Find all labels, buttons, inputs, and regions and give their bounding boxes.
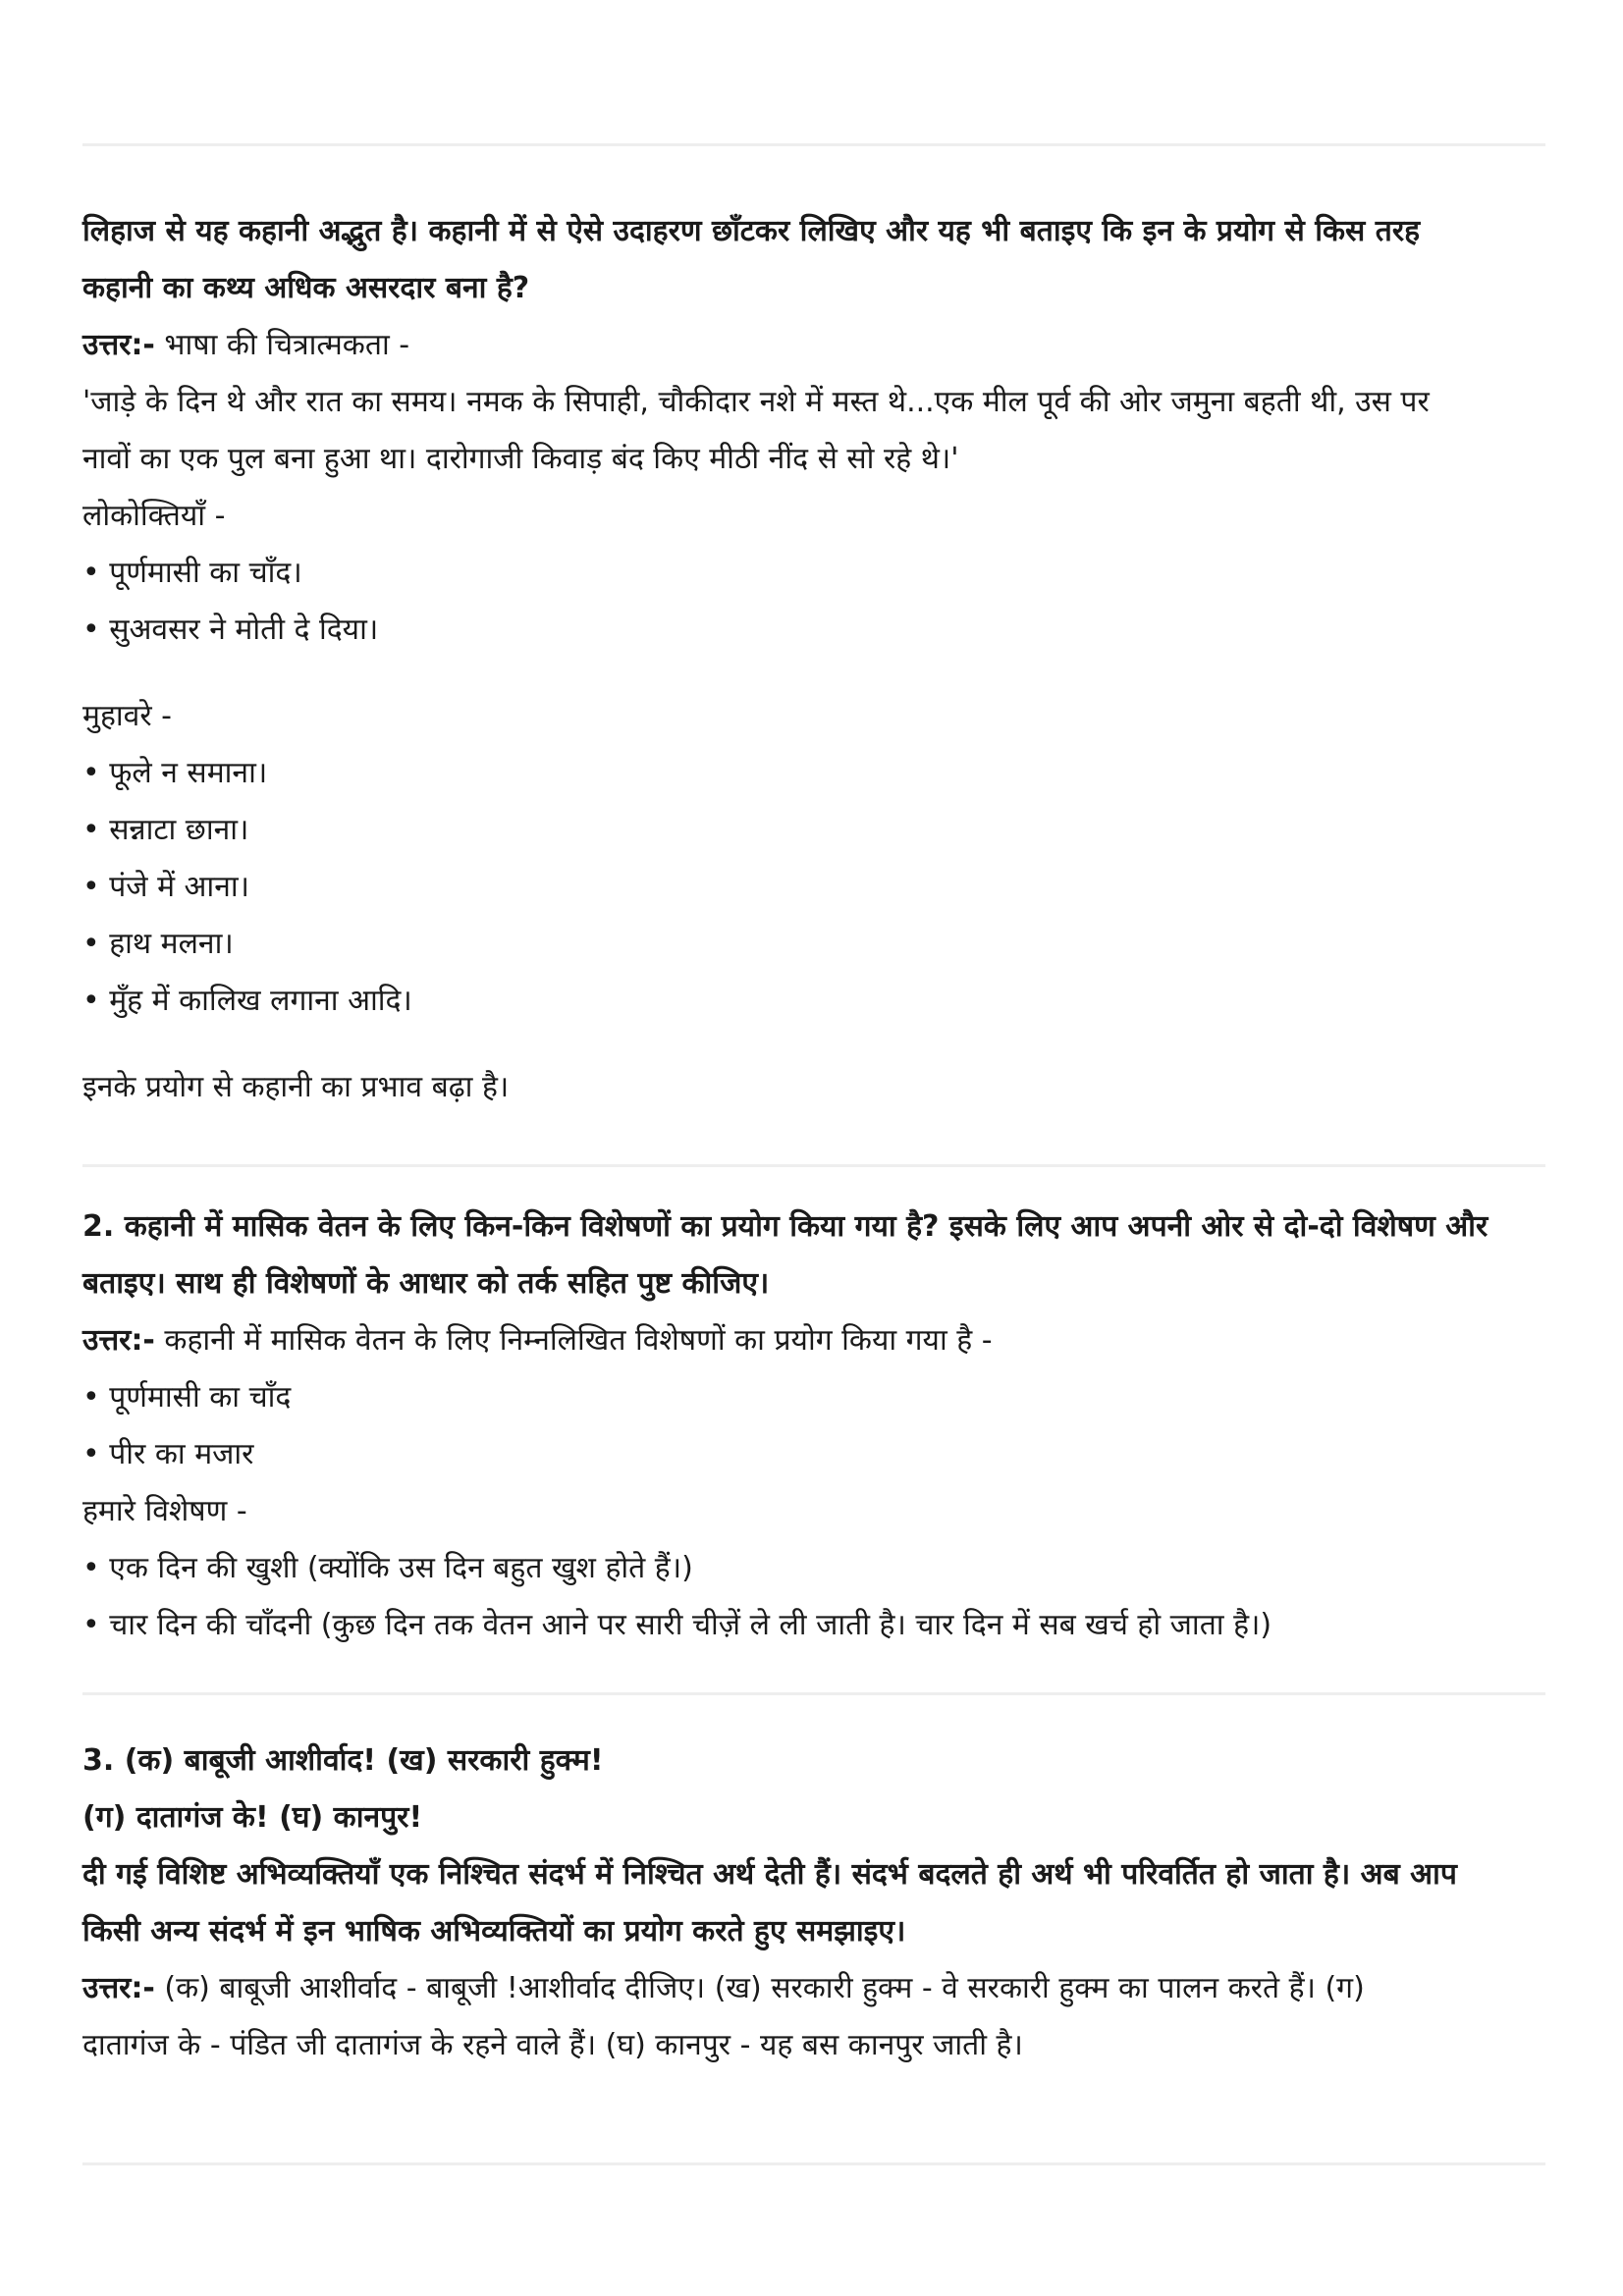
idiom-item: • पंजे में आना।	[82, 870, 249, 904]
conclusion: इनके प्रयोग से कहानी का प्रभाव बढ़ा है।	[82, 1070, 510, 1104]
divider-top	[82, 143, 1545, 146]
document-page	[82, 0, 1545, 2296]
idiom-item: • हाथ मलना।	[82, 927, 234, 961]
answer-1-intro	[82, 317, 1545, 374]
divider-bottom	[82, 2163, 1545, 2165]
our-adjectives-heading: हमारे विशेषण -	[82, 1494, 247, 1528]
question-1-line-2: कहानी का कथ्य अधिक असरदार बना है?	[82, 271, 530, 305]
idiom-item: • फूले न समाना।	[82, 756, 268, 790]
question-2-line-2: बताइए। साथ ही विशेषणों के आधार को तर्क सहित पुष्ट कीजिए।	[82, 1266, 770, 1301]
quote-line-1: 'जाड़े के दिन थे और रात का समय। नमक के सिपाही, चौकीदार नशे में मस्त थे...एक मील पूर्व की ओर जमुना बहती थी, उस पर	[82, 385, 1430, 419]
answer-1-intro-text: भाषा की चित्रात्मकता -	[154, 328, 410, 362]
answer-2-intro-text: कहानी में मासिक वेतन के लिए निम्नलिखित विशेषणों का प्रयोग किया गया है -	[154, 1323, 993, 1358]
question-1-line-1: लिहाज से यह कहानी अद्भुत है। कहानी में से ऐसे उदाहरण छाँटकर लिखिए और यह भी बताइए कि इन के प्रयोग से किस तरह	[82, 214, 1421, 248]
answer-2-intro	[82, 1312, 1545, 1369]
question-3-line-2: (ग) दातागंज के! (घ) कानपुर!	[82, 1800, 423, 1835]
divider-2	[82, 1692, 1545, 1695]
question-2-line-1: 2. कहानी में मासिक वेतन के लिए किन-किन विशेषणों का प्रयोग किया गया है? इसके लिए आप अपनी ओर से दो-दो विशेषण और	[82, 1209, 1488, 1244]
idiom-item: • मुँह में कालिख लगाना आदि।	[82, 984, 412, 1018]
quote-line-2: नावों का एक पुल बना हुआ था। दारोगाजी किवाड़ बंद किए मीठी नींद से सो रहे थे।'	[82, 442, 959, 476]
question-3-line-1: 3. (क) बाबूजी आशीर्वाद! (ख) सरकारी हुक्म!	[82, 1743, 604, 1778]
answer-label: उत्तर:-	[82, 328, 155, 362]
question-3-line-4: किसी अन्य संदर्भ में इन भाषिक अभिव्यक्तियों का प्रयोग करते हुए समझाइए।	[82, 1914, 906, 1949]
proverb-item: • सुअवसर ने मोती दे दिया।	[82, 613, 379, 647]
answer-3-line-1	[82, 1960, 1545, 2017]
our-adjective-item: • एक दिन की खुशी (क्योंकि उस दिन बहुत खुश होते हैं।)	[82, 1551, 693, 1585]
idioms-heading: मुहावरे -	[82, 699, 172, 733]
divider-1	[82, 1164, 1545, 1167]
section-1	[82, 203, 1545, 1116]
used-adjective-item: • पीर का मजार	[82, 1437, 254, 1471]
answer-3-line-2: दातागंज के - पंडित जी दातागंज के रहने वाले हैं। (घ) कानपुर - यह बस कानपुर जाती है।	[82, 2028, 1023, 2062]
question-3-line-3: दी गई विशिष्ट अभिव्यक्तियाँ एक निश्चित संदर्भ में निश्चित अर्थ देती हैं। संदर्भ बदलते ही अर्थ भी परिवर्तित हो जाता है। अब आप	[82, 1857, 1457, 1892]
proverbs-heading: लोकोक्तियाँ -	[82, 499, 226, 533]
idiom-item: • सन्नाटा छाना।	[82, 813, 249, 847]
our-adjective-item: • चार दिन की चाँदनी (कुछ दिन तक वेतन आने पर सारी चीज़ें ले ली जाती है। चार दिन में सब खर्च हो जाता है।)	[82, 1608, 1272, 1642]
proverb-item: • पूर्णमासी का चाँद।	[82, 556, 302, 590]
answer-label: उत्तर:-	[82, 1323, 155, 1358]
section-3	[82, 1733, 1545, 2074]
answer-3-line-1-text: (क) बाबूजी आशीर्वाद - बाबूजी !आशीर्वाद दीजिए। (ख) सरकारी हुक्म - वे सरकारी हुक्म का पालन करते हैं। (ग)	[154, 1971, 1365, 2005]
used-adjective-item: • पूर्णमासी का चाँद	[82, 1380, 292, 1415]
answer-label: उत्तर:-	[82, 1971, 155, 2005]
section-2	[82, 1199, 1545, 1654]
